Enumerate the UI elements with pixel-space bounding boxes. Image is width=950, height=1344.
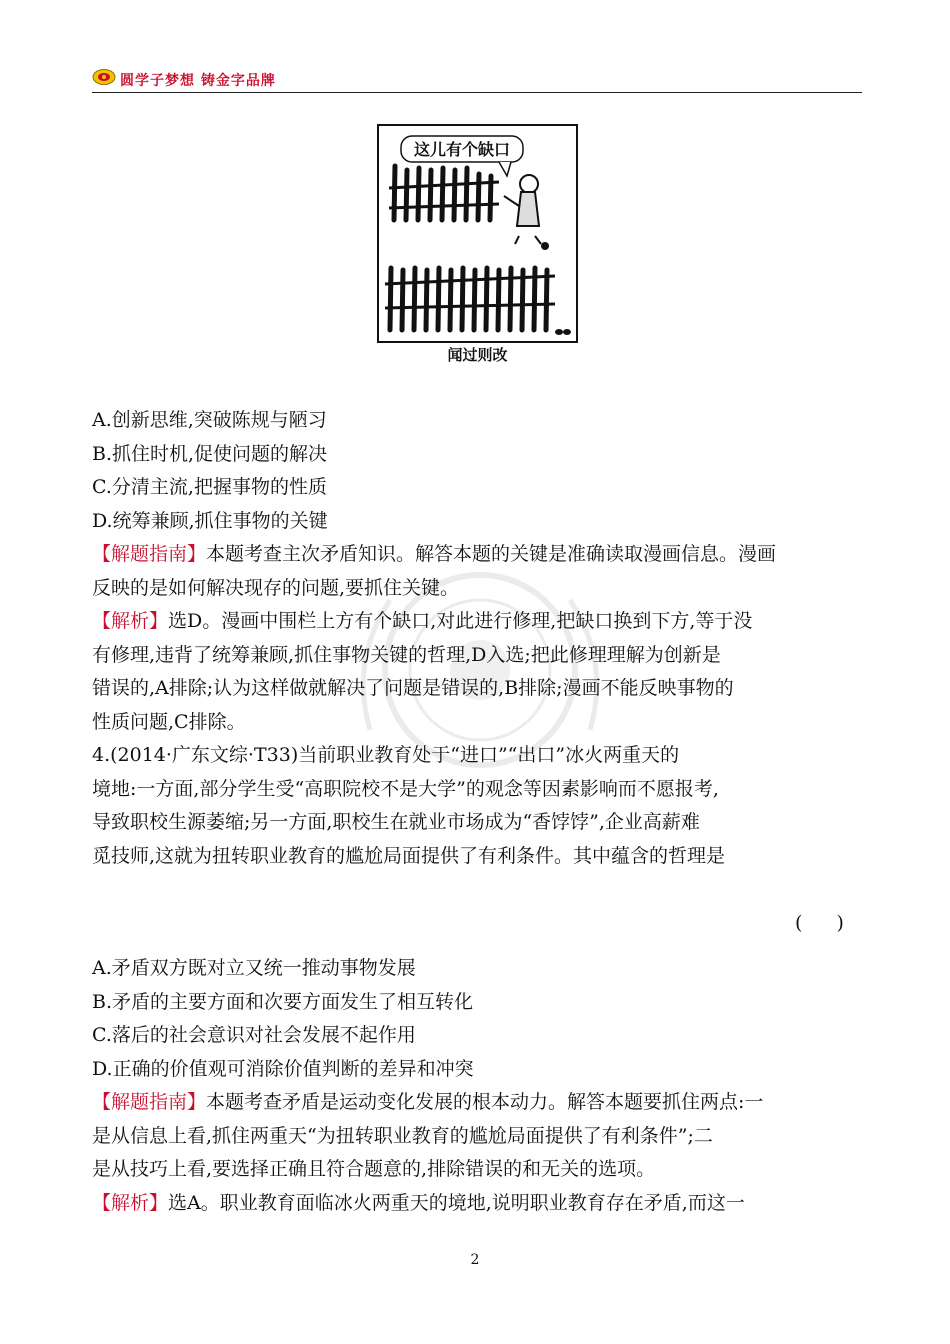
q3-option-b: B.抓住时机,促使问题的解决	[92, 442, 328, 465]
q4-block	[92, 952, 868, 1220]
cartoon-bubble-text: 这儿有个缺口	[413, 140, 511, 159]
q4-analysis-tag: 【解析】	[92, 1191, 169, 1214]
q3-option-a: A.创新思维,突破陈规与陋习	[92, 409, 327, 431]
logo-icon	[92, 68, 116, 86]
q3-analysis-line-1	[92, 605, 868, 639]
q4-option-d: D.正确的价值观可消除价值判断的差异和冲突	[92, 1057, 474, 1080]
q4-guide-line-3: 是从技巧上看,要选择正确且符合题意的,排除错误的和无关的选项。	[92, 1158, 656, 1180]
answer-blank: ( )	[795, 912, 858, 934]
q4-guide-line-2: 是从信息上看,抓住两重天“为扭转职业教育的尴尬局面提供了有利条件”;二	[92, 1124, 713, 1147]
q3-block	[92, 404, 868, 873]
q4-analysis-text-1: 选A。职业教育面临冰火两重天的境地,说明职业教育存在矛盾,而这一	[168, 1191, 745, 1214]
page-header	[92, 64, 862, 94]
q3-analysis-tag: 【解析】	[92, 610, 169, 632]
q4-guide-text-1: 本题考查矛盾是运动变化发展的根本动力。解答本题要抓住两点:一	[206, 1091, 764, 1113]
cartoon-caption: 闻过则改	[447, 346, 508, 364]
q4-stem-line-4: 觅技师,这就为扭转职业教育的尴尬局面提供了有利条件。其中蕴含的哲理是	[92, 844, 726, 867]
q3-analysis-line-4: 性质问题,C排除。	[92, 710, 246, 733]
q3-guide-text-1: 本题考查主次矛盾知识。解答本题的关键是准确读取漫画信息。漫画	[206, 543, 777, 565]
q4-guide-tag: 【解题指南】	[92, 1091, 207, 1113]
header-divider	[92, 92, 862, 93]
cartoon-image	[377, 124, 578, 343]
q4-stem-line-3: 导致职校生源萎缩;另一方面,职校生在就业市场成为“香饽饽”,企业高薪难	[92, 811, 700, 833]
q4-stem-line-1: 4.(2014·广东文综·T33)当前职业教育处于“进口”“出口”冰火两重天的	[92, 744, 680, 766]
q4-option-b: B.矛盾的主要方面和次要方面发生了相互转化	[92, 990, 474, 1013]
q4-guide-line-1	[92, 1086, 868, 1120]
q3-guide-line-2: 反映的是如何解决现存的问题,要抓住关键。	[92, 576, 460, 599]
q4-option-a: A.矛盾双方既对立又统一推动事物发展	[92, 957, 416, 979]
q3-option-c: C.分清主流,把握事物的性质	[92, 476, 327, 498]
q3-analysis-line-3: 错误的,A排除;认为这样做就解决了问题是错误的,B排除;漫画不能反映事物的	[92, 677, 734, 699]
q4-analysis-line-1	[92, 1187, 868, 1221]
header-slogan: 圆学子梦想 铸金字品牌	[120, 73, 276, 89]
q4-option-c: C.落后的社会意识对社会发展不起作用	[92, 1024, 416, 1046]
q3-analysis-line-2: 有修理,违背了统筹兼顾,抓住事物关键的哲理,D入选;把此修理理解为创新是	[92, 643, 721, 666]
q3-guide-line-1	[92, 538, 868, 572]
q4-stem-line-2: 境地:一方面,部分学生受“高职院校不是大学”的观念等因素影响而不愿报考,	[92, 777, 719, 800]
q3-guide-tag: 【解题指南】	[92, 543, 207, 565]
fence-cartoon-icon	[379, 126, 576, 341]
q3-analysis-text-1: 选D。漫画中围栏上方有个缺口,对此进行修理,把缺口换到下方,等于没	[168, 610, 753, 632]
q3-option-d: D.统筹兼顾,抓住事物的关键	[92, 509, 328, 532]
page-number: 2	[470, 1252, 480, 1268]
